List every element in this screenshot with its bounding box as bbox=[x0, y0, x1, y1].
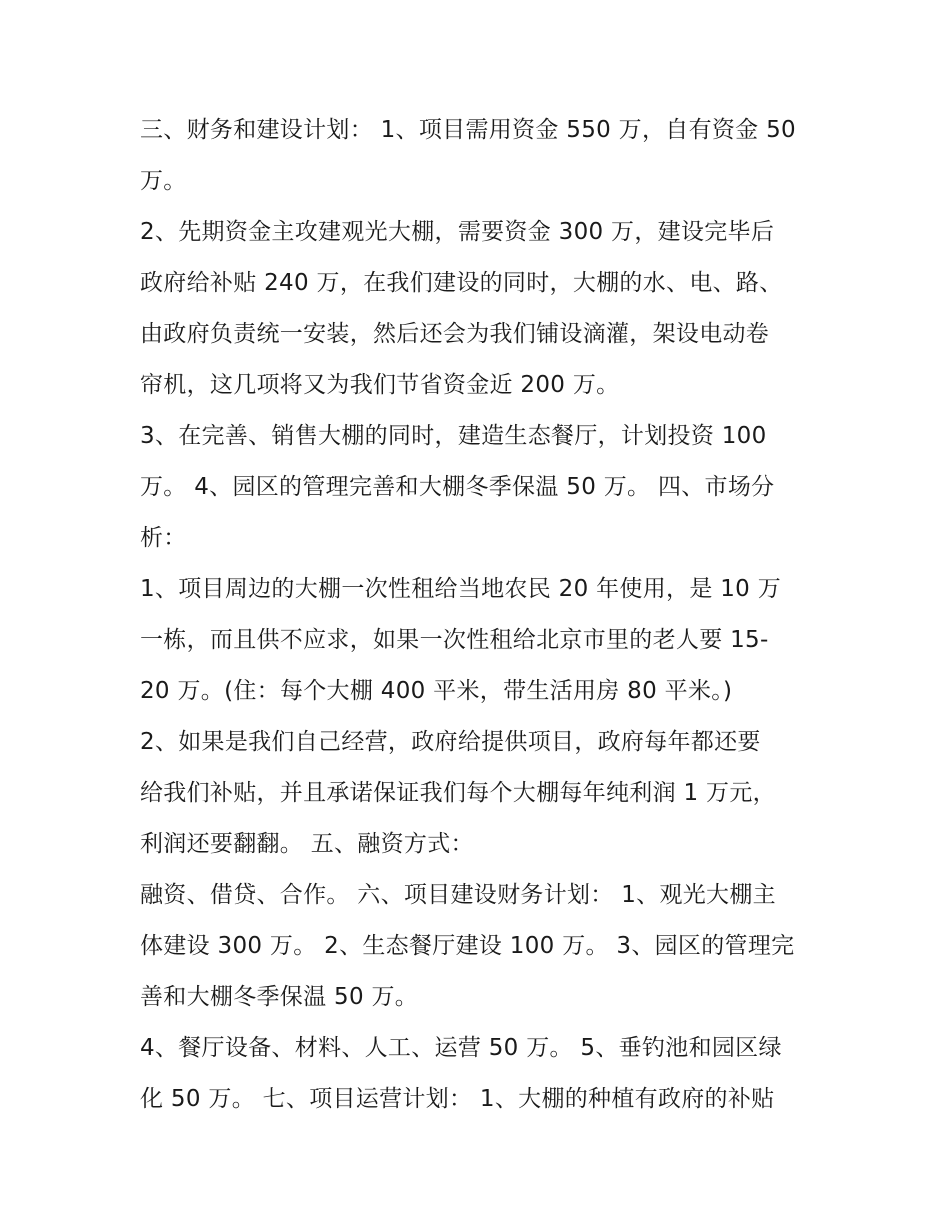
text-line: 万。 bbox=[140, 168, 187, 194]
text-line: 由政府负责统一安装，然后还会为我们铺设滴灌，架设电动卷 bbox=[140, 321, 770, 347]
text-line: 20 万。(住：每个大棚 400 平米，带生活用房 80 平米。) bbox=[140, 678, 733, 704]
text-line: 析： bbox=[140, 525, 187, 551]
text-line: 利润还要翻翻。 五、融资方式： bbox=[140, 831, 474, 857]
text-line: 3、在完善、销售大棚的同时，建造生态餐厅，计划投资 100 bbox=[140, 423, 767, 449]
text-line: 1、项目周边的大棚一次性租给当地农民 20 年使用，是 10 万 bbox=[140, 576, 782, 602]
text-line: 2、先期资金主攻建观光大棚，需要资金 300 万，建设完毕后 bbox=[140, 219, 775, 245]
document-body bbox=[140, 105, 830, 1125]
text-line: 给我们补贴，并且承诺保证我们每个大棚每年纯利润 1 万元， bbox=[140, 780, 776, 806]
text-line: 一栋，而且供不应求，如果一次性租给北京市里的老人要 15- bbox=[140, 627, 769, 653]
text-line: 融资、借贷、合作。 六、项目建设财务计划： 1、观光大棚主 bbox=[140, 882, 776, 908]
text-line: 善和大棚冬季保温 50 万。 bbox=[140, 984, 419, 1010]
text-line: 万。 4、园区的管理完善和大棚冬季保温 50 万。 四、市场分 bbox=[140, 474, 775, 500]
text-line: 化 50 万。 七、项目运营计划： 1、大棚的种植有政府的补贴 bbox=[140, 1086, 775, 1112]
text-line: 体建设 300 万。 2、生态餐厅建设 100 万。 3、园区的管理完 bbox=[140, 933, 795, 959]
text-line: 2、如果是我们自己经营，政府给提供项目，政府每年都还要 bbox=[140, 729, 761, 755]
text-line: 三、财务和建设计划： 1、项目需用资金 550 万，自有资金 50 bbox=[140, 117, 796, 143]
text-line: 政府给补贴 240 万，在我们建设的同时，大棚的水、电、路、 bbox=[140, 270, 783, 296]
text-line: 4、餐厅设备、材料、人工、运营 50 万。 5、垂钓池和园区绿 bbox=[140, 1035, 782, 1061]
text-line: 帘机，这几项将又为我们节省资金近 200 万。 bbox=[140, 372, 620, 398]
